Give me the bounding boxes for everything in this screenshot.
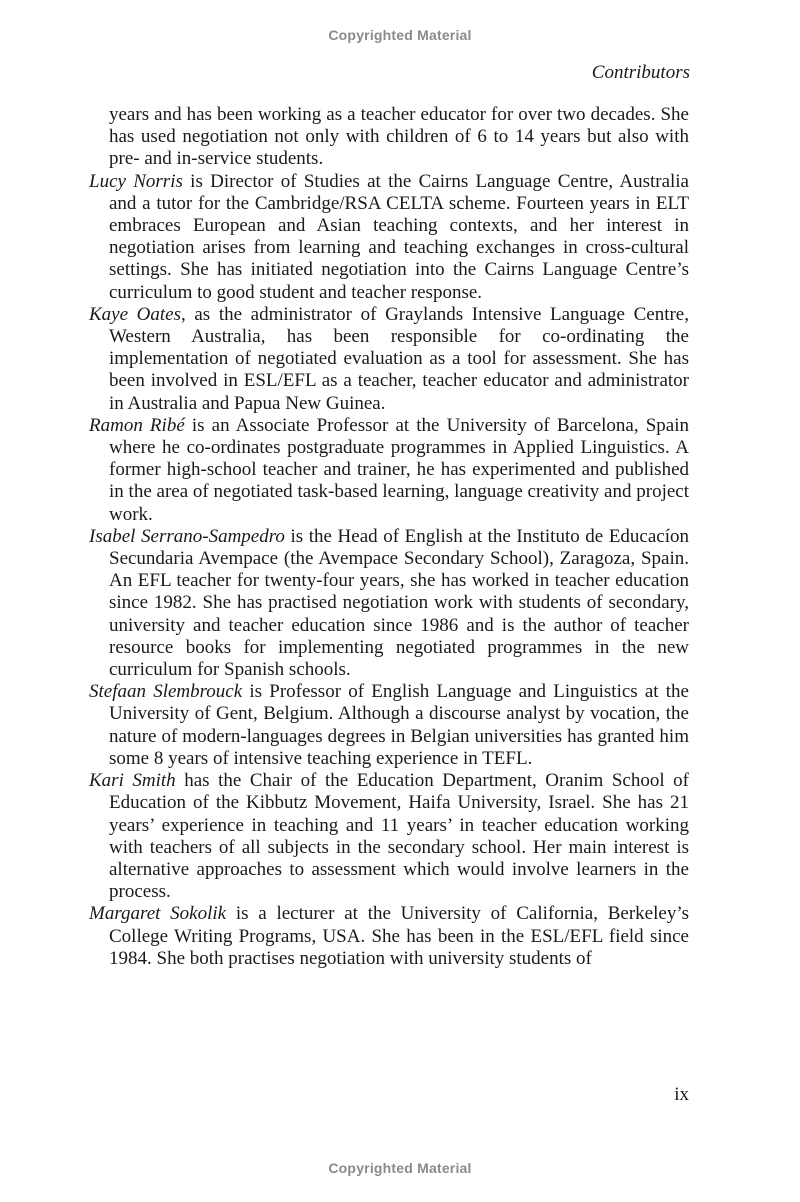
contributor-bio: is Director of Studies at the Cairns Language Centre, Australia and a tutor for the Cambridge/RSA CELTA scheme. Fourteen years in ELT embraces European and Asian teaching contexts, and her interest in negotiation arises from learning and teaching exchanges in cross-cultural settings. She has initiated negotiation into the Cairns Language Centre’s curriculum to good student and teacher response. [109,170,689,303]
contributor-name: Lucy Norris [89,170,183,192]
contributor-bio: is Professor of English Language and Linguistics at the University of Gent, Belgium. Although a discourse analyst by vocation, the nature of modern-languages degrees in Belgian universities has granted him some 8 years of intensive teaching experience in TEFL. [109,681,689,769]
contributor-name: Kaye Oates [89,303,181,325]
contributor-bio: is a lecturer at the University of California, Berkeley’s College Writing Programs, USA. She has been in the ESL/EFL field since 1984. She both practises negotiation with university students of [109,903,689,969]
contributors-list [89,104,689,970]
contributor-entry [89,770,689,903]
contributor-entry [89,526,689,681]
contributor-entry [89,304,689,415]
contributor-bio: has the Chair of the Education Department, Oranim School of Education of the Kibbutz Movement, Haifa University, Israel. She has 21 years’ experience in teaching and 11 years’ in teacher education working with teachers of all subjects in the secondary school. Her main interest is alternative approaches to assessment which would involve learners in the process. [109,770,689,903]
copyright-watermark-top: Copyrighted Material [328,27,472,43]
copyright-watermark-bottom: Copyrighted Material [328,1160,472,1176]
contributor-name: Isabel Serrano-Sampedro [89,525,285,547]
contributor-name: Kari Smith [89,770,176,792]
contributor-bio: is the Head of English at the Instituto de Educacíon Secundaria Avempace (the Avempace Secondary School), Zaragoza, Spain. An EFL teacher for twenty-four years, she has worked in teacher education since 1982. She has practised negotiation work with students of secondary, university and teacher education since 1986 and is the author of teacher resource books for implementing negotiated programmes in the new curriculum for Spanish schools. [109,525,690,681]
contributor-name: Stefaan Slembrouck [89,681,243,703]
contributor-name: Margaret Sokolik [89,903,227,925]
contributor-entry [89,903,689,970]
contributor-entry [89,415,689,526]
contributor-bio: is an Associate Professor at the University of Barcelona, Spain where he co-ordinates postgraduate programmes in Applied Linguistics. A former high-school teacher and trainer, he has experimented and published in the area of negotiated task-based learning, language creativity and project work. [109,414,689,525]
contributor-entry [89,171,689,304]
running-head: Contributors [591,62,690,83]
page-number: ix [674,1084,689,1105]
intro-continuation: years and has been working as a teacher educator for over two decades. She has used negotiation not only with children of 6 to 14 years but also with pre- and in-service students. [109,104,689,170]
contributor-entry [89,681,689,770]
contributor-bio: , as the administrator of Graylands Intensive Language Centre, Western Australia, has been responsible for co-ordinating the implementation of negotiated evaluation as a tool for assessment. She has been involved in ESL/EFL as a teacher, teacher educator and administrator in Australia and Papua New Guinea. [109,303,689,414]
contributor-name: Ramon Ribé [89,414,185,436]
